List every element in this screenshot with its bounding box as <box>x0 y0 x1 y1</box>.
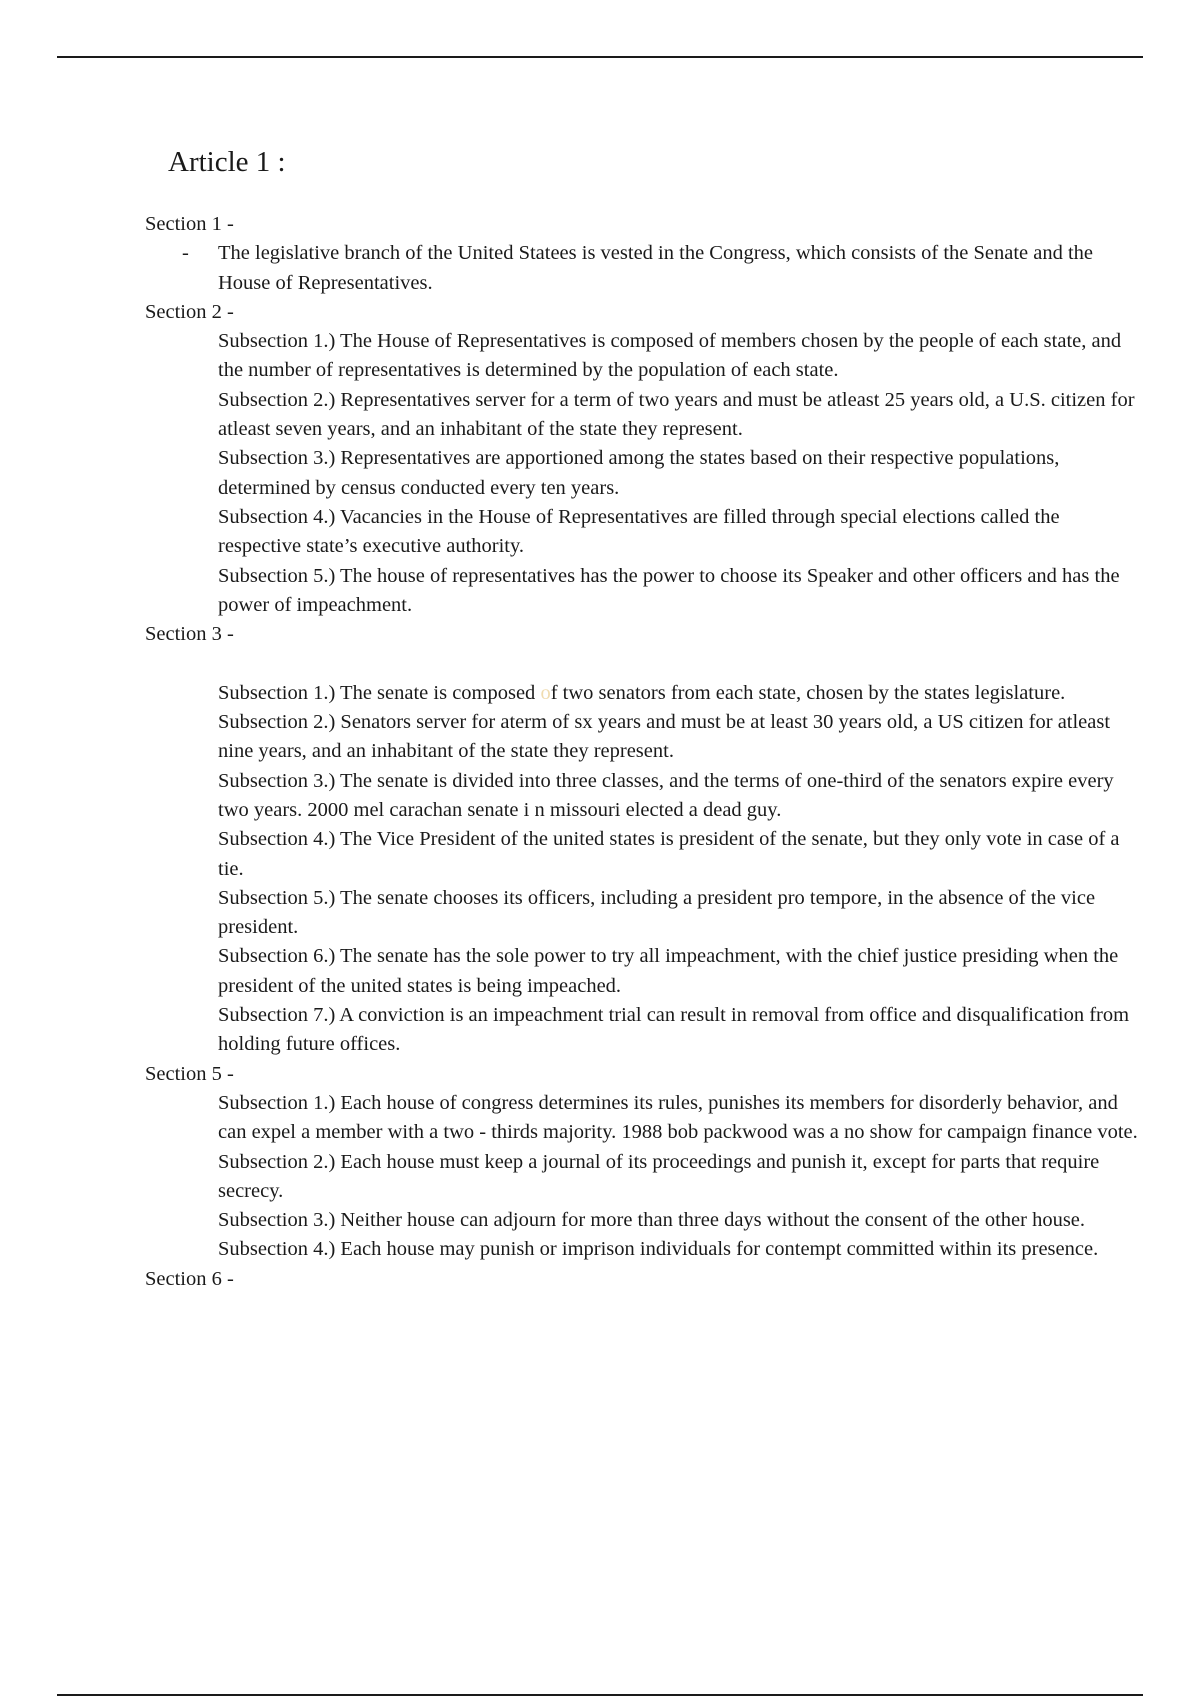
document-body <box>145 210 1145 1294</box>
section-2-subsection-4: Subsection 4.) Vacancies in the House of Representatives are filled through special elections called the respective state’s executive authority. <box>218 505 1060 558</box>
section-5-subsection-4: Subsection 4.) Each house may punish or imprison individuals for contempt committed within its presence. <box>218 1238 1099 1261</box>
blank-line <box>145 649 1145 678</box>
section-5-heading: Section 5 - <box>145 1062 234 1085</box>
section-3-subsection-1-part-b: f two senators from each state, chosen by the states legislature. <box>550 681 1066 704</box>
section-2-subsection-3: Subsection 3.) Representatives are apportioned among the states based on their respective populations, determined by census conducted every ten years. <box>218 447 1060 499</box>
section-5-subsection-2: Subsection 2.) Each house must keep a journal of its proceedings and punish it, except for parts that require secrecy. <box>218 1150 1100 1202</box>
section-3-subsection-7: Subsection 7.) A conviction is an impeachment trial can result in removal from office and disqualification from holding future offices. <box>218 1004 1130 1056</box>
section-3-subsection-1 <box>218 679 1138 708</box>
section-1-bullet-item <box>145 239 1138 298</box>
section-3-subsection-4: Subsection 4.) The Vice President of the united states is president of the senate, but they only vote in case of a tie. <box>218 828 1120 880</box>
section-3-heading: Section 3 - <box>145 623 234 646</box>
bullet-dash: - <box>182 242 189 265</box>
section-5-subsection-1: Subsection 1.) Each house of congress determines its rules, punishes its members for disorderly behavior, and can expel a member with a two - thirds majority. 1988 bob packwood was a no show for campaign finance vote. <box>218 1091 1138 1144</box>
section-5-subsection-3: Subsection 3.) Neither house can adjourn for more than three days without the consent of the other house. <box>218 1209 1086 1232</box>
section-6-heading: Section 6 - <box>145 1267 234 1290</box>
section-2-subsection-2: Subsection 2.) Representatives server for a term of two years and must be atleast 25 years old, a U.S. citizen for atleast seven years, and an inhabitant of the state they represent. <box>218 388 1135 441</box>
top-rule <box>57 56 1143 58</box>
section-1-heading: Section 1 - <box>145 213 234 235</box>
section-3-subsection-2: Subsection 2.) Senators server for aterm of sx years and must be at least 30 years old, a US citizen for atleast nine years, and an inhabitant of the state they represent. <box>218 711 1111 763</box>
bottom-rule <box>57 1694 1143 1696</box>
section-3-subsection-5: Subsection 5.) The senate chooses its officers, including a president pro tempore, in the absence of the vice president. <box>218 886 1096 939</box>
article-title: Article 1 : <box>168 146 286 178</box>
section-2-subsection-1: Subsection 1.) The House of Representatives is composed of members chosen by the people of each state, and the number of representatives is determined by the population of each state. <box>218 330 1122 382</box>
section-2-heading: Section 2 - <box>145 300 234 323</box>
section-2-subsection-5: Subsection 5.) The house of representatives has the power to choose its Speaker and other officers and has the power of impeachment. <box>218 564 1120 616</box>
section-3-subsection-1-faint-letter: o <box>540 681 551 704</box>
section-3-subsection-1-part-a: Subsection 1.) The senate is composed <box>218 681 541 704</box>
section-1-text: The legislative branch of the United Statees is vested in the Congress, which consists of the Senate and the House of Representatives. <box>218 242 1094 294</box>
section-3-subsection-6: Subsection 6.) The senate has the sole power to try all impeachment, with the chief justice presiding when the president of the united states is being impeached. <box>218 945 1119 997</box>
section-3-subsection-3: Subsection 3.) The senate is divided into three classes, and the terms of one-third of the senators expire every two years. 2000 mel carachan senate i n missouri elected a dead guy. <box>218 769 1114 821</box>
